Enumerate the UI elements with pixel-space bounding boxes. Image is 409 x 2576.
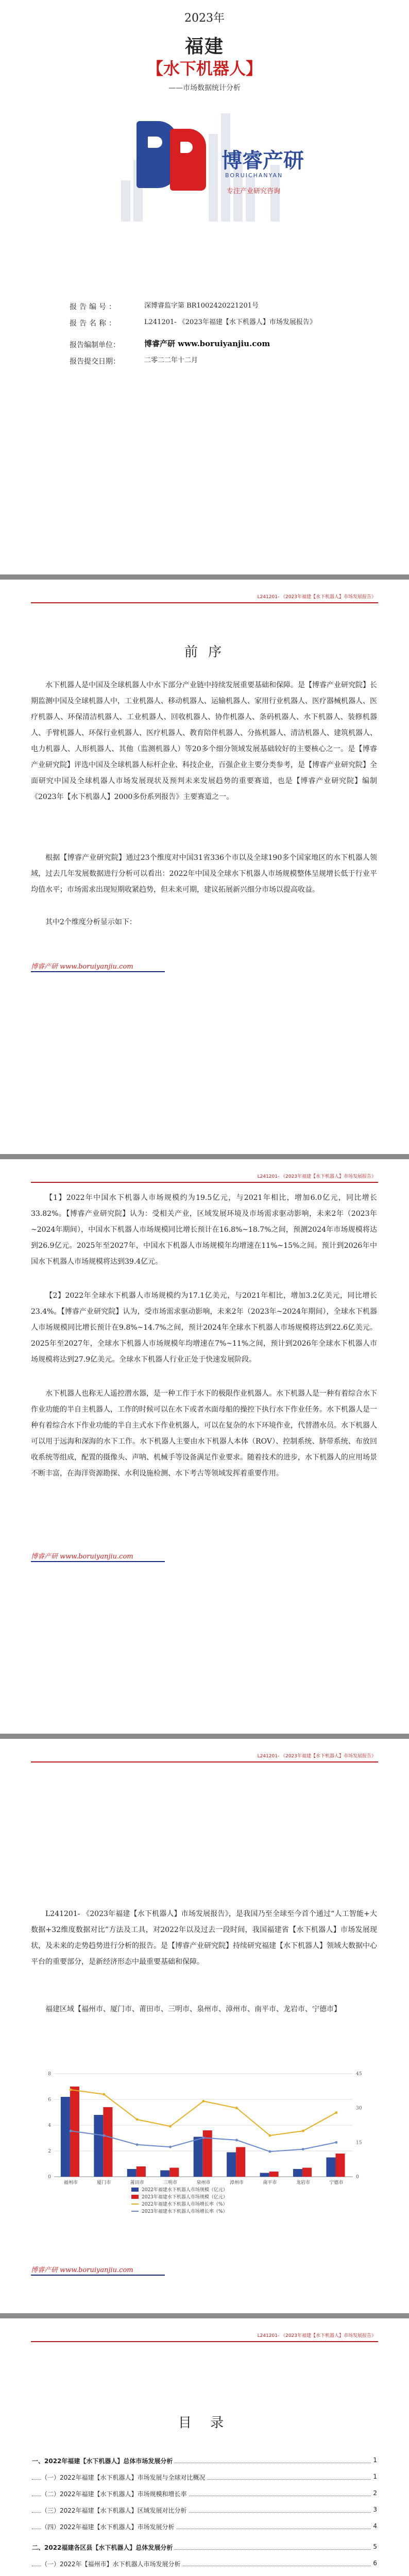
bar [269, 2172, 279, 2177]
toc-entry[interactable] [32, 2539, 377, 2555]
footer-rule [31, 1561, 165, 1562]
report-year: 2023年 [184, 12, 225, 25]
x-tick-label: 宁德市 [329, 2180, 344, 2185]
line-point [235, 2107, 238, 2109]
x-tick-label: 南平市 [263, 2180, 277, 2185]
line-point [202, 2100, 205, 2103]
x-tick-label: 龙岩市 [296, 2180, 310, 2185]
x-tick-label: 福州市 [63, 2180, 78, 2185]
bar [127, 2169, 137, 2177]
bar [160, 2171, 169, 2177]
page-footer [31, 961, 201, 975]
legend-label: 2023年福建水下机器人市场规模（亿元） [142, 2195, 228, 2200]
y-tick-label: 8 [48, 2072, 51, 2077]
toc-entry[interactable] [32, 2502, 377, 2518]
toc-entry[interactable] [32, 2485, 377, 2502]
line-point [136, 2143, 139, 2146]
bar [169, 2168, 179, 2177]
line-point [169, 2125, 172, 2128]
info-row-name [70, 318, 348, 340]
legend-swatch [131, 2195, 139, 2199]
line-point [103, 2093, 105, 2096]
footer-text[interactable]: 博睿产研 www.boruiyanjiu.com [31, 1553, 133, 1561]
line-point [335, 2141, 337, 2144]
toc-entry-title: （一）2022年福建【水下机器人】市场发展与全球对比概况 [41, 2473, 208, 2482]
line-point [302, 2130, 304, 2132]
line-point [70, 2130, 72, 2132]
x-tick-label: 漳州市 [229, 2180, 244, 2185]
bar [194, 2137, 203, 2177]
info-row-org [70, 340, 348, 356]
definition-paragraph: 水下机器人也称无人遥控潜水器，是一种工作于水下的极限作业机器人。水下机器人是一种有着综合水下作业功能的半自主机器人，工作的时候可以在水下或者水面母船的操控下执行水下作业任务。水下机器人是一种有着综合水下作业功能的半自主式水下作业机器人，可以在复杂的水下环境作业，代替潜水员。水下机器人可以用于远海和深海的水下工作。水下机器人主要由水下机器人本体（ROV）、控制系统、脐带系统、布放回收系统等组成，配置的摄像头、声呐、机械手等设备满足作业要求。随着技术的进步，水下机器人的应用场景不断丰富，在海洋资源勘探、水利设施检测、水下考古等领域发挥着重要作用。 [31, 1389, 377, 1478]
x-tick-label: 莆田市 [130, 2180, 144, 2185]
info-label: 报告提交日期： [70, 358, 120, 366]
footer-text[interactable]: 博睿产研 www.boruiyanjiu.com [31, 963, 133, 971]
info-row-number [70, 301, 348, 318]
toc-entry-title: （二）2022年福建【水下机器人】市场规模和增长率 [41, 2489, 189, 2498]
toc-entry-page: 6 [371, 2560, 377, 2567]
page-header [31, 1173, 378, 1183]
bar [103, 2107, 112, 2177]
bar [61, 2097, 70, 2177]
legend-swatch [131, 2188, 139, 2192]
region-list-paragraph: 福建区域【福州市、厦门市、莆田市、三明市、泉州市、漳州市、南平市、龙岩市、宁德市】 [45, 2005, 341, 2013]
footer-rule [31, 2275, 165, 2276]
legend-label: 2022年福建水下机器人市场规模（亿元） [142, 2188, 228, 2193]
report-intro-paragraph: L241201- 《2023年福建【水下机器人】市场发展报告》，是我国乃至全球至今首个通过“人工智能+大数据+32维度数据对比”方法及工具，对2022年以及过去一段时间，我国福建省【水下机器人】市场发展现状，及未来的走势趋势进行分析的报告。是【博睿产业研究院】持续研究福建【水下机器人】领域大数据中心平台的重要部分，是新经济形态中最重要基础和保障。 [31, 1910, 377, 1966]
page-header-text: L241201- 《2023年福建【水下机器人】市场发展报告》 [257, 1174, 376, 1179]
y2-tick-label: 30 [356, 2106, 362, 2111]
page-header [31, 1752, 378, 1762]
cover-page [0, 0, 409, 574]
y-tick-label: 6 [48, 2097, 51, 2103]
page-footer [31, 1551, 201, 1565]
toc-entry-title: （四）2022年福建【水下机器人】市场发展分析 [41, 2522, 177, 2531]
toc-entry[interactable] [32, 2518, 377, 2535]
bar [94, 2115, 103, 2177]
y2-tick-label: 45 [356, 2072, 362, 2077]
info-label: 报告编制单位： [70, 341, 120, 349]
regional-page [0, 1739, 409, 2313]
info-row-date [70, 356, 348, 372]
bar [137, 2166, 146, 2177]
info-label: 报告名称： [70, 319, 118, 328]
toc-entry-title: 二、2022福建各区县【水下机器人】总体发展分析 [32, 2543, 175, 2552]
line-point [169, 2146, 172, 2148]
toc-entry-title: （一）2022年【福州市】水下机器人市场发展分析 [41, 2560, 183, 2568]
regional-chart [33, 2069, 373, 2223]
bar [335, 2154, 345, 2177]
toc-entry-page: 1 [371, 2456, 377, 2464]
market-page [0, 1159, 409, 1734]
y-tick-label: 4 [48, 2123, 51, 2128]
info-value-link[interactable]: 博睿产研 www.boruiyanjiu.com [144, 339, 270, 348]
preface-page [0, 580, 409, 1154]
y-tick-label: 2 [48, 2149, 51, 2154]
info-value: 二零二二年十二月 [144, 357, 198, 364]
brand-tagline: 专注产业研究咨询 [227, 188, 281, 195]
line-point [70, 2089, 72, 2091]
bar [236, 2147, 245, 2177]
chart-svg [33, 2069, 373, 2223]
logo-letter-r-icon [170, 129, 206, 191]
y-tick-label: 0 [48, 2175, 51, 2180]
toc-entry[interactable] [32, 2469, 377, 2485]
global-market-paragraph: 【2】2022年全球水下机器人市场规模约为17.1亿美元，与2021年相比，增加3.2亿美元，同比增长23.4%。【博睿产业研究院】认为，受市场需求驱动影响，未来2年（2023年~2024年期间），全球水下机器人市场规模同比增长预计在9.8%~14.7%之间，预计2024年全球水下机器人市场规模将达到22.6亿美元。2025年至2027年，全球水下机器人市场规模年均增速在7%~11%之间，预计到2026年全球水下机器人市场规模将达到27.9亿美元。全球水下机器人行业正处于快速发展阶段。 [31, 1292, 377, 1364]
report-info [70, 301, 348, 372]
toc-entry-title: （三）2022年福建【水下机器人】区域发展对比分析 [41, 2506, 189, 2515]
page-header [31, 2332, 378, 2342]
line-point [335, 2111, 337, 2114]
brand-name-en: BORUICHANYAN [225, 172, 283, 179]
info-label: 报告编号： [70, 303, 118, 311]
toc-page [0, 2318, 409, 2576]
report-subtitle: ——市场数据统计分析 [168, 84, 241, 92]
toc-entry[interactable] [32, 2572, 377, 2576]
x-tick-label: 三明市 [163, 2180, 178, 2185]
y2-tick-label: 15 [356, 2140, 362, 2146]
preface-paragraph-1: 水下机器人是中国及全球机器人中水下部分产业链中持续发展重要基础和保障。是【博睿产业研究院】长期监测中国及全球机器人中，工业机器人、移动机器人、运输机器人、家用行业机器人、医疗器械机器人、医疗机器人、环保清洁机器人、工业机器人、回收机器人、协作机器人、条码机器人、水下机器人、装修机器人、手臂机器人、环保行业机器人、医疗机器人、教育陪伴机器人、分拣机器人、清洁机器人、建筑机器人、电力机器人、人形机器人、其他（监测机器人）等20多个细分领域发展基础较好的主要核心之一。是【博睿产业研究院】评选中国及全球机器人标杆企业、科技企业，百强企业主要分类参考，是【博睿产业研究院】全面研究中国及全球机器人市场发展现状及预判未来发展趋势的重要赛道，也是【博睿产业研究院】编制《2023年【水下机器人】2000多份系列报告》主要赛道之一。 [31, 681, 377, 801]
toc-entry-page: 3 [371, 2506, 377, 2513]
toc-entry-page: 1 [371, 2473, 377, 2480]
toc-list [32, 2452, 377, 2576]
page-header-text: L241201- 《2023年福建【水下机器人】市场发展报告》 [257, 1754, 376, 1759]
x-tick-label: 厦门市 [97, 2180, 111, 2185]
legend-label: 2023年福建水下机器人市场增长率（%） [142, 2209, 228, 2214]
toc-entry-title: 一、2022年福建【水下机器人】总体市场发展分析 [32, 2456, 175, 2465]
line-point [235, 2139, 238, 2141]
bar [227, 2153, 236, 2177]
china-market-paragraph: 【1】2022年中国水下机器人市场规模约为19.5亿元，与2021年相比，增加6.0亿元，同比增长33.82%。【博睿产业研究院】认为：受相关产业，区域发展环境及市场需求驱动影响，未来2年（2023年~2024年期间），中国水下机器人市场规模同比增长预计在16.8%~18.7%之间，预测2024年市场规模将达到26.9亿元。2025年至2027年，中国水下机器人市场规模年均增速在11%~15%之间。预计到2026年中国水下机器人市场规模将达到39.4亿元。 [31, 1194, 377, 1266]
line-point [268, 2134, 271, 2137]
y2-tick-label: 0 [356, 2175, 359, 2180]
toc-entry-page: 4 [371, 2522, 377, 2530]
preface-paragraph-2: 根据【博睿产业研究院】通过23个维度对中国31省336个市以及全球190多个国家地区的水下机器人领域，过去几年发展数据进行分析可以看出：2022年中国及全球水下机器人市场规模整体呈规增长低于行业平均值水平；市场需求出现短期收紧趋势，但未来可期，建议拓展新兴细分市场以提高收益。 [31, 854, 377, 894]
page-header-text: L241201- 《2023年福建【水下机器人】市场发展报告》 [257, 595, 376, 600]
preface-title: 前 序 [184, 645, 225, 660]
bar [302, 2168, 312, 2177]
x-tick-label: 泉州市 [196, 2180, 211, 2185]
page-header [31, 593, 378, 603]
info-value: L241201- 《2023年福建【水下机器人】市场发展报告》 [144, 318, 316, 326]
bar [326, 2158, 335, 2177]
page-footer [31, 2264, 201, 2279]
footer-rule [31, 971, 165, 972]
toc-entry[interactable] [32, 2555, 377, 2572]
toc-title: 目 录 [178, 2415, 231, 2431]
brand-name: 博睿产研 [221, 149, 304, 173]
legend-label: 2022年福建水下机器人市场增长率（%） [142, 2202, 228, 2207]
line-point [268, 2150, 271, 2153]
line-point [103, 2134, 105, 2137]
preface-paragraph-3: 其中2个维度分析显示如下： [45, 918, 137, 926]
bar [260, 2173, 269, 2177]
bar [293, 2169, 302, 2177]
line-point [136, 2118, 139, 2121]
toc-entry-page: 5 [371, 2543, 377, 2550]
toc-entry[interactable] [32, 2452, 377, 2469]
line-point [202, 2137, 205, 2139]
page-header-text: L241201- 《2023年福建【水下机器人】市场发展报告》 [257, 2333, 376, 2338]
report-product: 【水下机器人】 [146, 59, 262, 78]
info-value: 深博睿监字第 BR1002420221201号 [144, 302, 259, 310]
footer-text[interactable]: 博睿产研 www.boruiyanjiu.com [31, 2266, 133, 2274]
toc-entry-page: 2 [371, 2489, 377, 2497]
report-region: 福建 [184, 36, 224, 57]
brand-logo [116, 103, 322, 232]
line-point [302, 2148, 304, 2150]
